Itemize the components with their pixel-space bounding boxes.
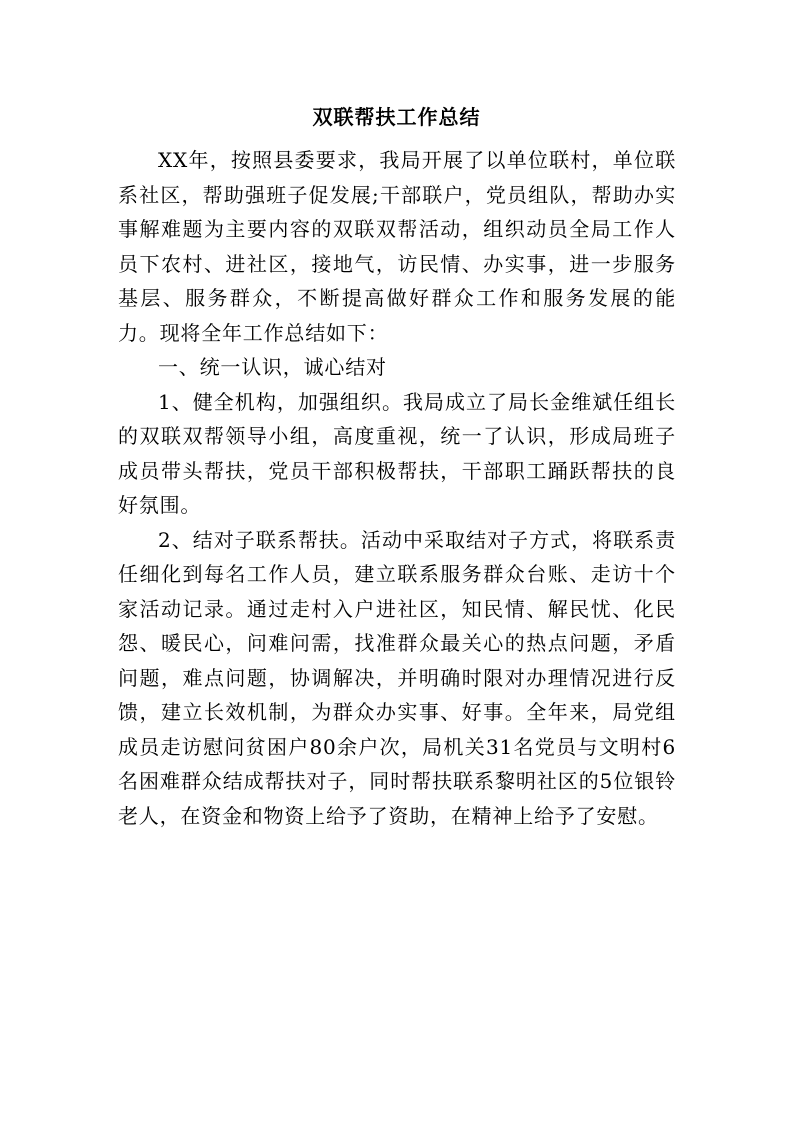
item-2-paragraph: 2、结对子联系帮扶。活动中采取结对子方式，将联系责任细化到每名工作人员，建立联系服务群众台账、走访十个家活动记录。通过走村入户进社区，知民情、解民忧、化民怨、暖民心，问难问需，找准群众最关心的热点问题，矛盾问题，难点问题，协调解决，并明确时限对办理情况进行反馈，建立长效机制，为群众办实事、好事。全年来，局党组成员走访慰问贫困户80余户次，局机关31名党员与文明村6名困难群众结成帮扶对子，同时帮扶联系黎明社区的5位银铃老人，在资金和物资上给予了资助，在精神上给予了安慰。 [118,527,676,828]
section-heading: 一、统一认识，诚心结对 [158,355,387,379]
document-title: 双联帮扶工作总结 [312,105,481,129]
intro-paragraph: XX年，按照县委要求，我局开展了以单位联村，单位联系社区，帮助强班子促发展;干部联户，党员组队，帮助办实事解难题为主要内容的双联双帮活动，组织动员全局工作人员下农村、进社区，接地气，访民情、办实事，进一步服务基层、服务群众，不断提高做好群众工作和服务发展的能力。现将全年工作总结如下： [118,148,676,345]
document-body [118,143,676,833]
item-1-paragraph: 1、健全机构，加强组织。我局成立了局长金维斌任组长的双联双帮领导小组，高度重视，统一了认识，形成局班子成员带头帮扶，党员干部积极帮扶，干部职工踊跃帮扶的良好氛围。 [118,389,676,517]
